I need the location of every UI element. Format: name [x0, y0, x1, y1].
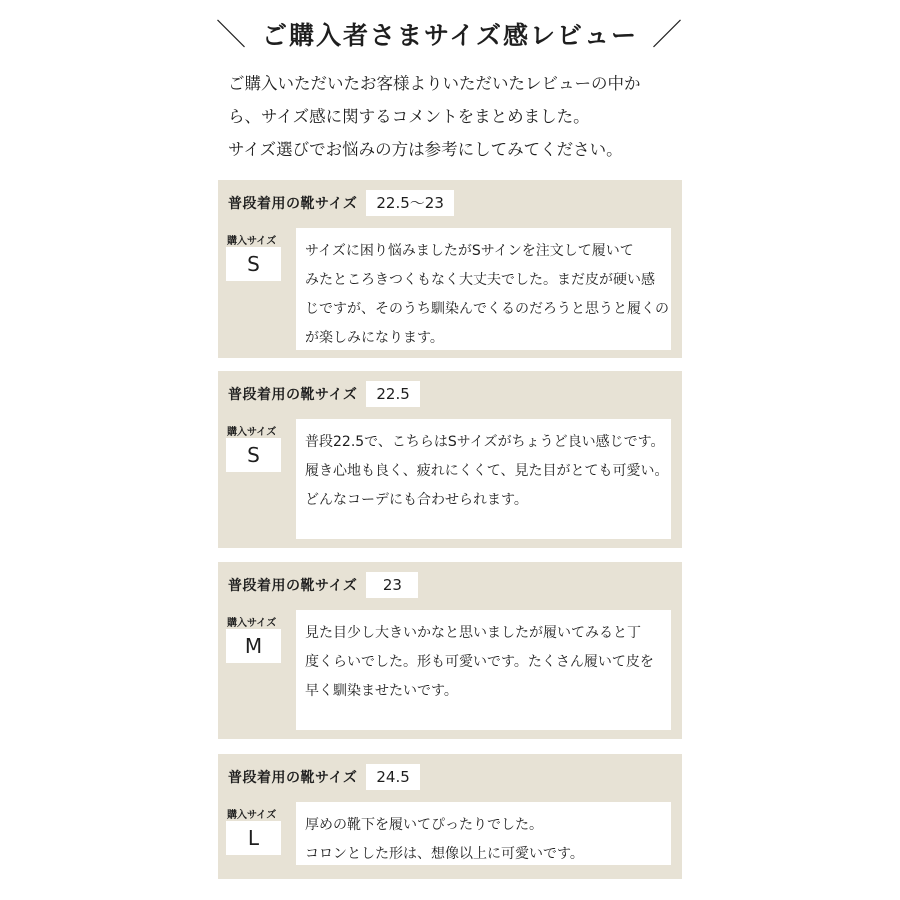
- usual-size-value: 23: [366, 572, 418, 598]
- review-card: [218, 562, 682, 739]
- comment-line: 普段22.5で、こちらはSサイズがちょうど良い感じです。: [305, 434, 665, 450]
- comment-line: 度くらいでした。形も可愛いです。たくさん履いて皮を: [305, 654, 654, 670]
- comment-line: が楽しみになります。: [305, 330, 444, 346]
- usual-size-row: [228, 572, 418, 598]
- usual-size-label: 普段着用の靴サイズ: [228, 196, 358, 212]
- bought-size-label: 購入サイズ: [227, 618, 277, 629]
- intro-line: サイズ選びでお悩みの方は参考にしてみてください。: [228, 140, 623, 159]
- review-comment: [296, 610, 671, 730]
- slash-right-decoration: ／: [652, 18, 684, 53]
- usual-size-label: 普段着用の靴サイズ: [228, 770, 358, 786]
- bought-size-label: 購入サイズ: [227, 810, 277, 821]
- intro-text: [228, 67, 708, 166]
- intro-line: ら、サイズ感に関するコメントをまとめました。: [228, 107, 590, 126]
- bought-size-label: 購入サイズ: [227, 427, 277, 438]
- review-card: [218, 371, 682, 548]
- comment-line: サイズに困り悩みましたがSサインを注文して履いて: [305, 243, 634, 259]
- bought-size-value: M: [226, 629, 281, 663]
- comment-line: どんなコーデにも合わせられます。: [305, 492, 528, 508]
- usual-size-label: 普段着用の靴サイズ: [228, 387, 358, 403]
- review-card: [218, 754, 682, 879]
- review-comment: [296, 419, 671, 539]
- comment-line: 履き心地も良く、疲れにくくて、見た目がとても可愛い。: [305, 463, 669, 479]
- slash-left-decoration: ＼: [215, 18, 248, 53]
- page-title-text: ご購入者さまサイズ感レビュー: [261, 21, 638, 50]
- comment-line: 早く馴染ませたいです。: [305, 683, 458, 699]
- usual-size-value: 24.5: [366, 764, 419, 790]
- comment-line: コロンとした形は、想像以上に可愛いです。: [305, 846, 584, 862]
- comment-line: 厚めの靴下を履いてぴったりでした。: [305, 817, 543, 833]
- review-comment: [296, 802, 671, 865]
- bought-size-label: 購入サイズ: [227, 236, 277, 247]
- page-title: [0, 14, 900, 58]
- bought-size-value: S: [226, 247, 281, 281]
- comment-line: じですが、そのうち馴染んでくるのだろうと思うと履くの: [305, 301, 669, 317]
- usual-size-value: 22.5: [366, 381, 419, 407]
- bought-size-value: S: [226, 438, 281, 472]
- review-comment: [296, 228, 671, 350]
- comment-line: みたところきつくもなく大丈夫でした。まだ皮が硬い感: [305, 272, 655, 288]
- review-card: [218, 180, 682, 358]
- usual-size-row: [228, 764, 420, 790]
- usual-size-label: 普段着用の靴サイズ: [228, 578, 358, 594]
- usual-size-row: [228, 190, 454, 216]
- usual-size-row: [228, 381, 420, 407]
- bought-size-value: L: [226, 821, 281, 855]
- intro-line: ご購入いただいたお客様よりいただいたレビューの中か: [228, 74, 641, 93]
- comment-line: 見た目少し大きいかなと思いましたが履いてみると丁: [305, 625, 641, 641]
- usual-size-value: 22.5〜23: [366, 190, 454, 216]
